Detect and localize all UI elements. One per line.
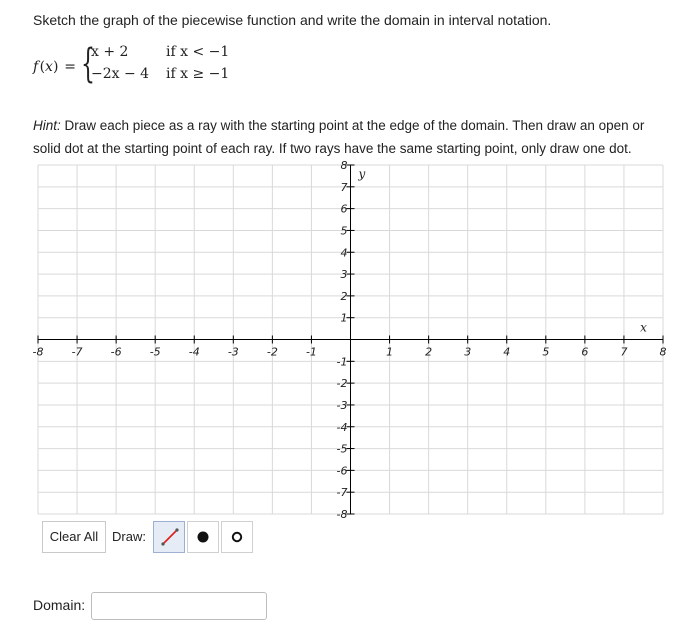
y-tick-label: -5 [336, 442, 348, 456]
x-tick-label: 4 [503, 345, 511, 359]
piece-1-condition: if x < −1 [166, 44, 230, 60]
piece-1-expression: x + 2 [91, 44, 129, 60]
y-tick-label: 7 [340, 180, 348, 194]
y-tick-label: -7 [336, 486, 348, 500]
axes [38, 165, 663, 514]
x-tick-label: -1 [305, 345, 317, 359]
question-prompt: Sketch the graph of the piecewise function and write the domain in interval notation. [33, 12, 552, 28]
x-tick-label: -4 [188, 345, 200, 359]
x-tick-label: -6 [110, 345, 122, 359]
y-tick-label: 6 [340, 202, 348, 216]
y-tick-label: -3 [336, 398, 348, 412]
y-axis-label: y [358, 167, 366, 182]
x-tick-label: 2 [425, 345, 433, 359]
x-tick-label: 5 [542, 345, 550, 359]
domain-label: Domain: [33, 597, 86, 613]
y-tick-label: 8 [340, 159, 348, 172]
y-tick-label: 4 [340, 246, 348, 260]
piece-2-expression: −2x − 4 [91, 66, 150, 82]
ray-tool-button[interactable] [153, 521, 185, 553]
domain-input[interactable] [91, 592, 267, 620]
solid-dot-tool-button[interactable] [187, 521, 219, 553]
hint-text [33, 114, 663, 160]
y-tick-label: -8 [336, 508, 348, 521]
equals-sign: = [64, 59, 76, 75]
y-tick-label: -4 [336, 420, 348, 434]
hint-body: Draw each piece as a ray with the starting point at the edge of the domain. Then draw an open or solid dot at the starting point of each ray. If two rays have the same starting point, only draw one dot. [33, 118, 645, 156]
open-dot-icon [222, 522, 252, 552]
y-tick-label: -1 [336, 355, 348, 369]
x-axis-label: x [640, 320, 647, 335]
x-tick-label: -2 [266, 345, 278, 359]
x-tick-label: -8 [32, 345, 44, 359]
open-dot-tool-button[interactable] [221, 521, 253, 553]
solid-dot-icon [188, 522, 218, 552]
draw-label: Draw: [112, 529, 146, 544]
x-tick-label: 8 [659, 345, 667, 359]
y-tick-label: -2 [336, 377, 348, 391]
y-tick-label: 1 [340, 311, 348, 325]
function-lhs: f (x) = [33, 59, 76, 75]
graph-area[interactable] [33, 158, 673, 528]
x-tick-label: -3 [227, 345, 239, 359]
x-tick-label: 7 [620, 345, 628, 359]
x-tick-label: 3 [464, 345, 472, 359]
y-tick-label: -6 [336, 464, 348, 478]
piece-2-condition: if x ≥ −1 [166, 66, 230, 82]
curly-brace: { [81, 41, 95, 87]
hint-label: Hint: [33, 118, 61, 133]
x-tick-label: 1 [386, 345, 394, 359]
x-tick-label: 6 [581, 345, 589, 359]
function-name: f [33, 59, 39, 75]
y-tick-label: 3 [340, 268, 348, 282]
y-tick-label: 5 [340, 224, 348, 238]
ray-tool-icon [154, 522, 184, 552]
x-tick-label: -5 [149, 345, 161, 359]
function-variable: x [45, 59, 53, 75]
coordinate-grid[interactable] [33, 158, 673, 523]
clear-all-button[interactable]: Clear All [42, 521, 106, 553]
x-tick-label: -7 [71, 345, 83, 359]
y-tick-label: 2 [340, 289, 348, 303]
